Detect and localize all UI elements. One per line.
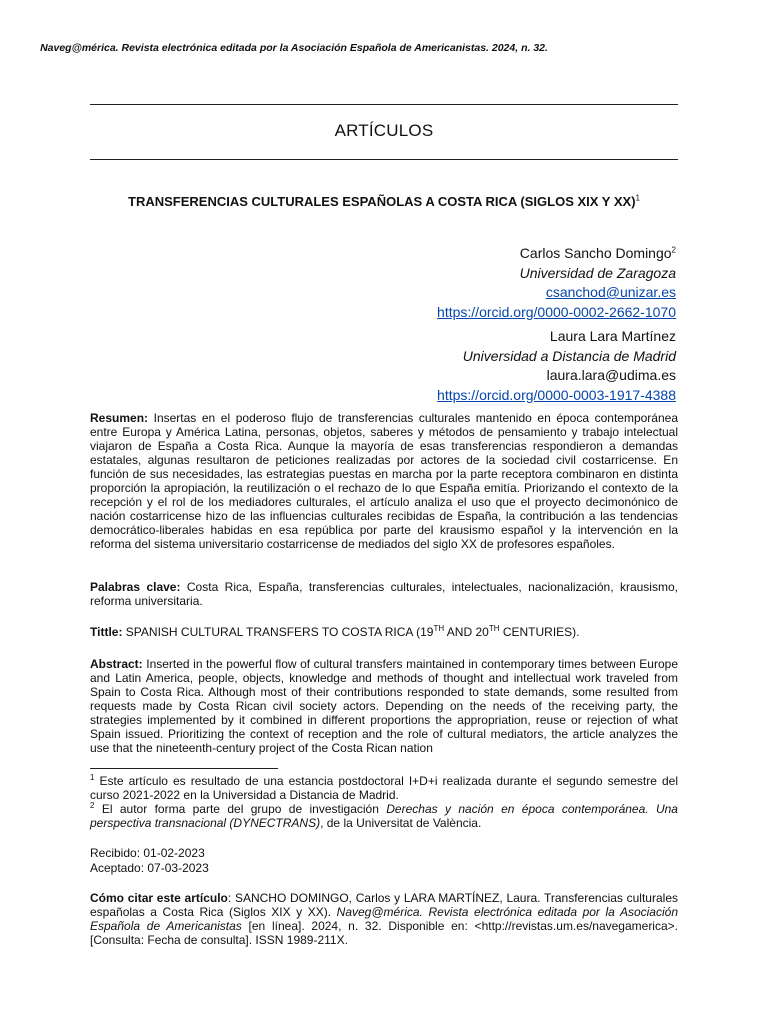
footnote-ref-1[interactable]: 1: [635, 193, 640, 203]
abstract-text: Inserted in the powerful flow of cultural transfers maintained in contemporary times between Europe and Latin America, people, objects, knowledge and methods of thought and intellectual work traveled from Spain to Costa Rica. Although most of their contributions responded to state demands, some resulted from requests made by Costa Rican civil society actors. Depending on the needs of the receiving party, the strategies implemented by it combined in different proportions the appropriation, reuse or rejection of what Spain issued. Prioritizing the context of reception and the role of cultural mediators, the article analyzes the use that the nineteenth-century project of the Costa Rican nation: [90, 657, 679, 755]
footnote-ref-2[interactable]: 2: [671, 245, 676, 255]
tittle-paragraph: [90, 625, 678, 639]
author-orcid-link[interactable]: https://orcid.org/0000-0003-1917-4388: [437, 386, 676, 403]
footnote-divider: [90, 768, 278, 769]
author-name: Carlos Sancho Domingo: [519, 245, 672, 261]
abstract-paragraph: [90, 657, 678, 755]
footnote-number: 1: [90, 773, 95, 782]
footnote-number: 2: [90, 801, 95, 810]
author-name: Laura Lara Martínez: [549, 328, 676, 344]
footnote-2: [90, 802, 678, 830]
article-title: [90, 194, 678, 210]
author-affiliation: Universidad de Zaragoza: [519, 264, 676, 281]
author-email: laura.lara@udima.es: [546, 367, 676, 383]
journal-issue: . 2024, n. 32.: [486, 42, 548, 54]
author-affiliation: Universidad a Distancia de Madrid: [462, 347, 676, 364]
received-date: Recibido: 01-02-2023: [90, 846, 205, 860]
resumen-label: Resumen:: [90, 411, 149, 425]
footnote-text-a: El autor forma parte del grupo de investigación: [101, 802, 387, 816]
citation-paragraph: [90, 891, 678, 947]
footnotes: [90, 774, 678, 830]
citation-text-b: [en línea]. 2024, n. 32. Disponible en: <http://revistas.um.es/navegamerica>. [Consulta: Fecha de consulta]. ISSN 1989-211X.: [90, 919, 678, 947]
citation-label: Cómo citar este artículo: [90, 891, 228, 905]
footnote-text: Este artículo es resultado de una estancia postdoctoral I+D+i realizada durante el segundo semestre del curso 2021-2022 en la Universidad a Distancia de Madrid.: [90, 774, 678, 802]
keywords-paragraph: [90, 580, 678, 608]
article-title-text: TRANSFERENCIAS CULTURALES ESPAÑOLAS A COSTA RICA (SIGLOS XIX Y XX): [128, 194, 636, 209]
submission-dates: [90, 846, 209, 876]
keywords-label: Palabras clave:: [90, 580, 181, 594]
citation-text-a: : SANCHO DOMINGO, Carlos y LARA MARTÍNEZ, Laura. Transferencias culturales españolas a Costa Rica (Siglos XIX y XX).: [90, 891, 678, 919]
tittle-sup-b: TH: [488, 624, 500, 633]
journal-name: Naveg@mérica. Revista electrónica editada por la Asociación Española de Americanistas: [40, 42, 487, 54]
journal-header: [0, 42, 678, 54]
resumen-text: Insertas en el poderoso flujo de transferencias culturales mantenido en época contemporánea entre Europa y América Latina, personas, objetos, saberes y métodos de pensamiento y trabajo intelectual viajaron de España a Costa Rica. Aunque la mayoría de esas transferencias respondieron a demandas estatales, algunas resultaron de peticiones realizadas por actores de la sociedad civil costarricense. En función de sus necesidades, las estrategias puestas en marcha por la parte receptora combinaron en distinta proporción la apropiación, la reutilización o el rechazo de lo que España emitía. Priorizando el contexto de la recepción y el rol de los mediadores culturales, el artículo analiza el uso que el proyecto decimonónico de nación costarricense hizo de las influencias culturales recibidas de España, la contribución a las tendencias democrático-liberales habidas en esa república por parte del krausismo español y la intervención en la reforma del sistema universitario costarricense de mediados del siglo XX de profesores españoles.: [90, 411, 678, 551]
footnote-italic: Derechas y nación en época contemporánea. Una perspectiva transnacional (DYNECTRANS): [90, 802, 678, 830]
author-block-2: [437, 327, 676, 405]
section-title: ARTÍCULOS: [334, 121, 434, 140]
tittle-text-b: AND 20: [444, 625, 489, 639]
author-orcid-link[interactable]: https://orcid.org/0000-0002-2662-1070: [437, 303, 676, 320]
tittle-text-c: CENTURIES).: [499, 625, 580, 639]
citation-italic: Naveg@mérica. Revista electrónica editada por la Asociación Española de Americanistas: [90, 905, 678, 933]
resumen-paragraph: [90, 411, 678, 551]
tittle-text-a: SPANISH CULTURAL TRANSFERS TO COSTA RICA (19: [125, 625, 434, 639]
accepted-date: Aceptado: 07-03-2023: [90, 861, 209, 875]
tittle-sup-a: TH: [433, 624, 445, 633]
keywords-text: Costa Rica, España, transferencias culturales, intelectuales, nacionalización, krausismo, reforma universitaria.: [90, 580, 678, 608]
author-email-link[interactable]: csanchod@unizar.es: [545, 284, 676, 300]
footnote-1: [90, 774, 678, 802]
top-divider: [90, 104, 678, 105]
author-block-1: [437, 244, 676, 322]
abstract-label: Abstract:: [90, 657, 143, 671]
footnote-text-b: , de la Universitat de València.: [320, 816, 482, 830]
section-divider: [90, 159, 678, 160]
tittle-label: Tittle:: [90, 625, 123, 639]
